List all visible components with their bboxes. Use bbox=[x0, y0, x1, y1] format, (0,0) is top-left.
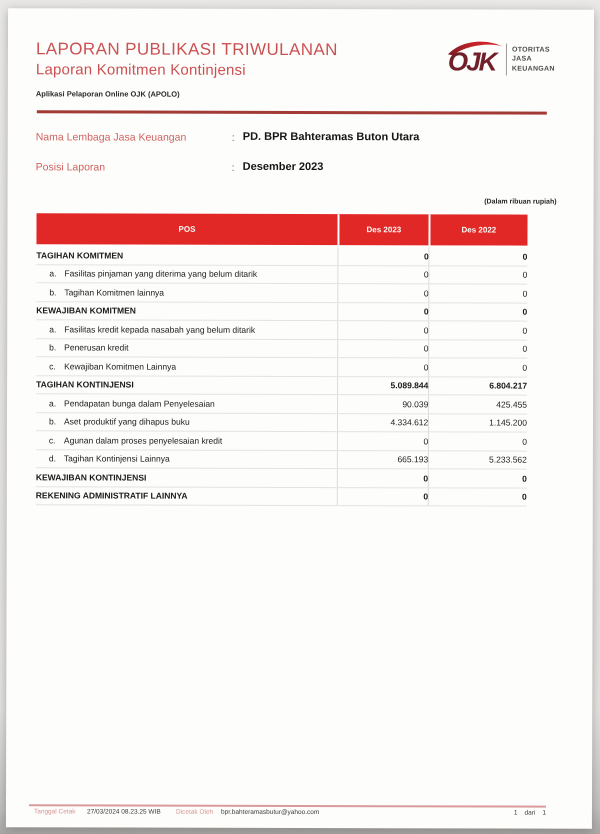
pos-cell bbox=[36, 338, 338, 357]
table-row bbox=[36, 320, 527, 340]
report-page bbox=[6, 8, 594, 829]
row-label: Fasilitas pinjaman yang diterima yang belum ditarik bbox=[64, 268, 258, 280]
value-des-2022: 0 bbox=[429, 302, 527, 321]
ojk-org-line: JASA bbox=[511, 56, 532, 64]
page-current: 1 bbox=[513, 809, 518, 817]
report-title: LAPORAN PUBLIKASI TRIWULANAN bbox=[35, 39, 338, 60]
value-des-2022: 5.233.562 bbox=[429, 450, 527, 469]
row-label: Fasilitas kredit kepada nasabah yang belum ditarik bbox=[64, 324, 256, 335]
row-prefix: a. bbox=[49, 398, 57, 409]
row-label: TAGIHAN KONTINJENSI bbox=[36, 379, 134, 390]
row-label: Agunan dalam proses penyelesaian kredit bbox=[63, 435, 223, 446]
pos-cell bbox=[36, 301, 338, 320]
row-label: Tagihan Kontinjensi Lainnya bbox=[63, 453, 170, 464]
value-des-2022: 0 bbox=[429, 358, 527, 377]
value-des-2023: 90.039 bbox=[338, 395, 429, 414]
report-position-label: Posisi Laporan bbox=[35, 161, 106, 174]
header-divider-rule bbox=[37, 110, 547, 114]
table-row bbox=[36, 394, 527, 414]
page-indicator bbox=[507, 810, 546, 817]
commitment-contingency-table bbox=[36, 213, 528, 506]
table-row bbox=[36, 449, 527, 469]
table-row bbox=[36, 301, 527, 321]
value-des-2023: 0 bbox=[338, 469, 429, 488]
ojk-acronym: OJK bbox=[447, 46, 496, 77]
value-des-2022: 0 bbox=[429, 284, 527, 303]
value-des-2023: 0 bbox=[338, 432, 429, 451]
row-label: Aset produktif yang dihapus buku bbox=[63, 416, 190, 427]
table-row bbox=[36, 338, 527, 358]
column-header-pos: POS bbox=[36, 213, 338, 246]
value-des-2022: 0 bbox=[429, 469, 527, 488]
print-date-label: Tanggal Cetak bbox=[33, 808, 76, 816]
row-prefix: b. bbox=[49, 342, 57, 353]
separator-colon: : bbox=[231, 131, 235, 144]
report-position-value: Desember 2023 bbox=[242, 160, 324, 174]
row-label: KEWAJIBAN KONTINJENSI bbox=[35, 472, 147, 483]
value-des-2022: 0 bbox=[429, 487, 527, 506]
value-des-2023: 0 bbox=[338, 302, 429, 321]
table-row bbox=[36, 486, 527, 506]
table-row bbox=[36, 264, 527, 284]
value-des-2022: 0 bbox=[429, 246, 527, 265]
pos-cell bbox=[36, 357, 338, 376]
pos-cell bbox=[36, 394, 338, 413]
value-des-2022: 425.455 bbox=[429, 395, 527, 414]
pos-cell bbox=[36, 320, 338, 339]
value-des-2023: 0 bbox=[338, 246, 429, 265]
value-des-2023: 0 bbox=[338, 358, 429, 377]
pos-cell bbox=[36, 431, 338, 450]
row-label: Penerusan kredit bbox=[64, 342, 129, 353]
value-des-2022: 0 bbox=[429, 432, 527, 451]
row-prefix: c. bbox=[49, 361, 56, 372]
institution-name-row bbox=[36, 131, 556, 146]
row-label: Kewajiban Komitmen Lainnya bbox=[64, 361, 177, 372]
row-prefix: c. bbox=[48, 435, 56, 446]
table-row bbox=[36, 357, 527, 377]
report-subtitle: Laporan Komitmen Kontinjensi bbox=[35, 61, 246, 79]
column-header-des-2022: Des 2022 bbox=[429, 214, 527, 246]
footer bbox=[6, 808, 594, 822]
ojk-logo bbox=[448, 34, 560, 84]
printed-by-label: Dicetak Oleh bbox=[175, 808, 214, 816]
row-prefix: b. bbox=[49, 287, 57, 298]
report-position-row bbox=[36, 161, 556, 176]
pos-cell bbox=[36, 264, 338, 283]
value-des-2023: 4.334.612 bbox=[338, 413, 429, 432]
ojk-logo-mark bbox=[448, 36, 504, 82]
separator-colon: : bbox=[231, 161, 235, 174]
pos-cell bbox=[36, 283, 338, 302]
row-label: KEWAJIBAN KOMITMEN bbox=[36, 305, 136, 316]
row-prefix: a. bbox=[49, 324, 57, 335]
row-prefix: d. bbox=[48, 453, 57, 464]
pos-cell bbox=[36, 412, 338, 431]
value-des-2023: 665.193 bbox=[338, 450, 429, 469]
column-header-des-2023: Des 2023 bbox=[338, 214, 429, 246]
app-name: Aplikasi Pelaporan Online OJK (APOLO) bbox=[35, 89, 180, 99]
footer-divider-rule bbox=[29, 804, 546, 807]
pos-cell bbox=[36, 486, 338, 505]
pos-cell bbox=[36, 449, 338, 468]
print-date-value: 27/03/2024 08.23.25 WIB bbox=[86, 808, 161, 816]
value-des-2023: 0 bbox=[338, 339, 429, 358]
value-des-2023: 0 bbox=[338, 487, 429, 506]
value-des-2022: 0 bbox=[429, 321, 527, 340]
table-row bbox=[36, 431, 527, 451]
report-table-body bbox=[36, 245, 528, 506]
value-des-2022: 1.145.200 bbox=[429, 413, 527, 432]
page-separator: dari bbox=[524, 809, 536, 817]
row-label: Tagihan Komitmen lainnya bbox=[64, 287, 165, 298]
table-row bbox=[36, 283, 527, 303]
institution-name-label: Nama Lembaga Jasa Keuangan bbox=[35, 131, 187, 144]
row-prefix: a. bbox=[49, 268, 57, 279]
ojk-org-line: OTORITAS bbox=[511, 46, 550, 55]
value-des-2023: 0 bbox=[338, 265, 429, 284]
value-des-2023: 0 bbox=[338, 284, 429, 303]
value-des-2023: 0 bbox=[338, 321, 429, 340]
printed-by-value: bpr.bahteramasbutur@yahoo.com bbox=[220, 808, 320, 817]
value-des-2022: 6.804.217 bbox=[429, 376, 527, 395]
table-row bbox=[36, 375, 527, 395]
ojk-org-name bbox=[512, 46, 555, 73]
pos-cell bbox=[36, 468, 338, 487]
row-label: Pendapatan bunga dalam Penyelesaian bbox=[64, 398, 215, 409]
table-header-row bbox=[36, 213, 527, 246]
row-label: TAGIHAN KOMITMEN bbox=[36, 250, 124, 261]
page-total: 1 bbox=[542, 809, 546, 817]
pos-cell bbox=[36, 375, 338, 394]
table-row bbox=[36, 245, 527, 265]
ojk-org-line: KEUANGAN bbox=[511, 65, 555, 73]
unit-note: (Dalam ribuan rupiah) bbox=[484, 198, 557, 206]
value-des-2022: 0 bbox=[429, 265, 527, 284]
row-label: REKENING ADMINISTRATIF LAINNYA bbox=[35, 490, 188, 501]
table-row bbox=[36, 468, 527, 488]
row-prefix: b. bbox=[48, 416, 57, 427]
value-des-2023: 5.089.844 bbox=[338, 376, 429, 395]
pos-cell bbox=[36, 245, 338, 265]
institution-name-value: PD. BPR Bahteramas Buton Utara bbox=[242, 130, 420, 144]
value-des-2022: 0 bbox=[429, 339, 527, 358]
table-row bbox=[36, 412, 527, 432]
